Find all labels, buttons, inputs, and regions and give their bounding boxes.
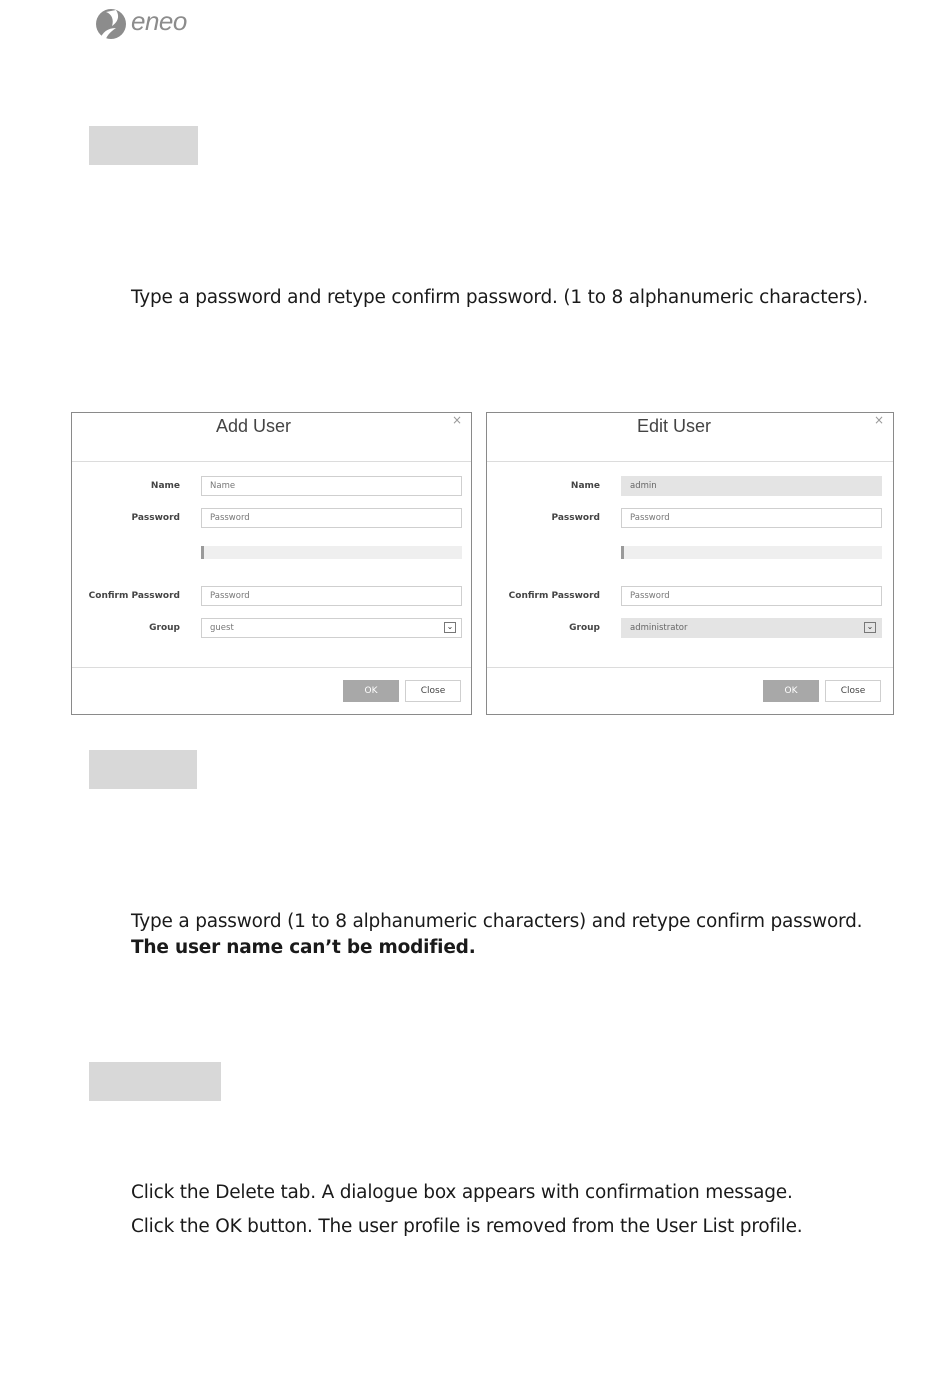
group-select-value: guest: [210, 623, 234, 633]
name-label: Name: [150, 481, 180, 491]
edit-user-dialog: [486, 412, 894, 715]
close-button[interactable]: Close: [405, 680, 461, 702]
name-input[interactable]: Name: [201, 476, 462, 496]
password-strength-bar: [621, 546, 882, 559]
section-tab-add: [89, 126, 198, 165]
close-button[interactable]: Close: [825, 680, 881, 702]
brand-name: eneo: [131, 6, 187, 36]
confirm-password-input[interactable]: Password: [621, 586, 882, 606]
section-tab-delete: [89, 1062, 221, 1101]
section2-text: Type a password (1 to 8 alphanumeric characters) and retype confirm password.: [131, 911, 863, 932]
confirm-password-label: Confirm Password: [88, 591, 180, 601]
chevron-down-icon[interactable]: ⌄: [444, 622, 456, 633]
ok-button[interactable]: OK: [763, 680, 819, 702]
dialog-footer: [72, 667, 471, 714]
password-input[interactable]: Password: [201, 508, 462, 528]
password-label: Password: [131, 513, 180, 523]
section-tab-edit: [89, 750, 197, 789]
dialog-title: Edit User: [637, 416, 712, 436]
ok-button[interactable]: OK: [343, 680, 399, 702]
close-icon[interactable]: ×: [451, 413, 462, 427]
password-label: Password: [551, 513, 600, 523]
section1-text: Type a password and retype confirm password. (1 to 8 alphanumeric characters).: [131, 287, 869, 308]
group-select[interactable]: [621, 618, 882, 638]
add-user-dialog: [71, 412, 472, 715]
confirm-password-input[interactable]: Password: [201, 586, 462, 606]
section3-line2: Click the OK button. The user profile is removed from the User List profile.: [131, 1216, 803, 1237]
section3-line1: Click the Delete tab. A dialogue box appears with confirmation message.: [131, 1182, 793, 1203]
password-strength-fill: [621, 546, 624, 559]
dialog-footer: [487, 667, 893, 714]
dialog-header: [72, 413, 471, 462]
confirm-password-label: Confirm Password: [508, 591, 600, 601]
password-strength-bar: [201, 546, 462, 559]
dialog-title: Add User: [216, 416, 292, 436]
name-label: Name: [570, 481, 600, 491]
close-icon[interactable]: ×: [873, 413, 884, 427]
dialog-header: [487, 413, 893, 462]
group-label: Group: [149, 623, 180, 633]
chevron-down-icon[interactable]: ⌄: [864, 622, 876, 633]
group-select-value: administrator: [630, 623, 688, 633]
group-label: Group: [569, 623, 600, 633]
section2-note: The user name can’t be modified.: [131, 937, 476, 958]
name-input: admin: [621, 476, 882, 496]
password-strength-fill: [201, 546, 204, 559]
group-select[interactable]: [201, 618, 462, 638]
password-input[interactable]: Password: [621, 508, 882, 528]
